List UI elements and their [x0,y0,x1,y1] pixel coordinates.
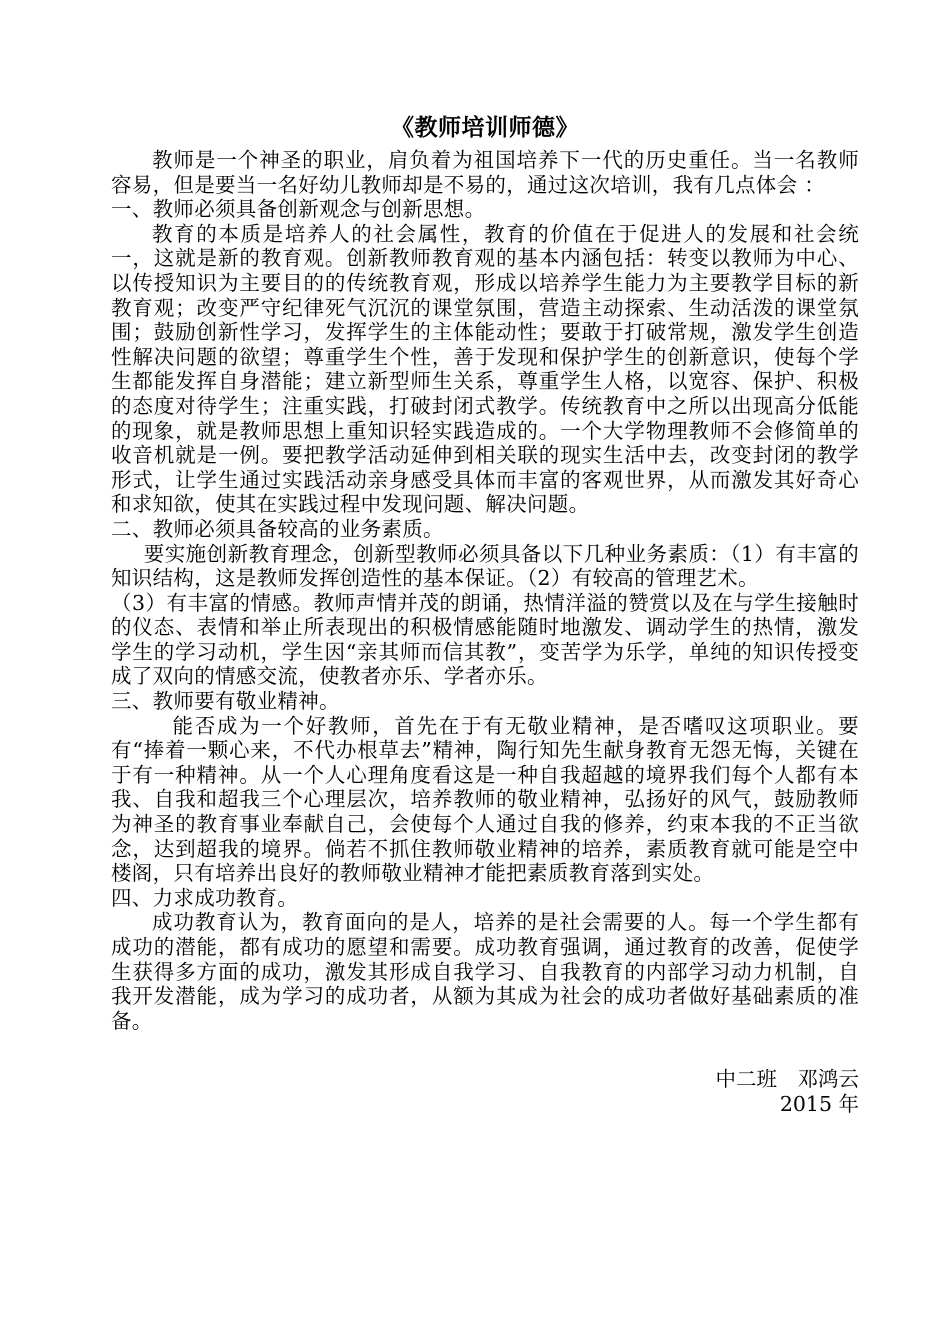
signature-year: 2015 年 [779,1092,859,1117]
signature-block [111,1067,859,1117]
section-4-heading: 四、力求成功教育。 [111,885,299,910]
intro-paragraph: 教师是一个神圣的职业，肩负着为祖国培养下一代的历史重任。当一名教师容易，但是要当一名好幼儿教师却是不易的，通过这次培训，我有几点体会 ： [111,148,859,197]
section-4-paragraph-1: 成功教育认为，教育面向的是人，培养的是社会需要的人。每一个学生都有成功的潜能，都有成功的愿望和需要。成功教育强调，通过教育的改善，促使学生获得多方面的成功，激发其形成自我学习、自我教育的内部学习动力机制，自我开发潜能，成为学习的成功者，从额为其成为社会的成功者做好基础素质的准备。 [111,910,859,1033]
section-2-heading: 二、教师必须具备较高的业务素质。 [111,516,444,541]
document-body [111,148,859,1033]
signature-class-name: 中二班 邓鸿云 [715,1067,859,1092]
section-3-heading: 三、教师要有敬业精神。 [111,689,340,714]
document-title: 《教师培训师德》 [391,114,579,141]
section-1-heading: 一、教师必须具备创新观念与创新思想。 [111,197,486,222]
section-3-paragraph-1: 能否成为一个好教师，首先在于有无敬业精神，是否嗜叹这项职业。要有“捧着一颗心来，不代办根草去”精神，陶行知先生献身教育无怨无悔，关键在于有一种精神。从一个人心理角度看这是一种自我超越的境界我们每个人都有本我、自我和超我三个心理层次，培养教师的敬业精神，弘扬好的风气，鼓励教师为神圣的教育事业奉献自己，会使每个人通过自我的修养，约束本我的不正当欲念，达到超我的境界。倘若不抓住教师敬业精神的培养，素质教育就可能是空中楼阁，只有培养出良好的教师敬业精神才能把素质教育落到实处。 [111,713,859,886]
document-page [111,112,859,1117]
section-2-paragraph-1: 要实施创新教育理念，创新型教师必须具备以下几种业务素质：（1）有丰富的知识结构，这是教师发挥创造性的基本保证。（2）有较高的管理艺术。 [111,541,859,591]
section-2-paragraph-2: （3）有丰富的情感。教师声情并茂的朗诵，热情洋溢的赞赏以及在与学生接触时的仪态、表情和举止所表现出的积极情感能随时地激发、调动学生的热情，激发学生的学习动机，学生因“亲其师而信其教”，变苦学为乐学，单纯的知识传授变成了双向的情感交流，使教者亦乐、学者亦乐。 [111,590,859,689]
section-1-paragraph-1: 教育的本质是培养人的社会属性，教育的价值在于促进人的发展和社会统一，这就是新的教育观。创新教师教育观的基本内涵包括：转变以教师为中心、以传授知识为主要目的的传统教育观，形成以培养学生能力为主要教学目标的新教育观；改变严守纪律死气沉沉的课堂氛围，营造主动探索、生动活泼的课堂氛围；鼓励创新性学习，发挥学生的主体能动性；要敢于打破常规，激发学生创造性解决问题的欲望；尊重学生个性，善于发现和保护学生的创新意识，使每个学生都能发挥自身潜能；建立新型师生关系，尊重学生人格，以宽容、保护、积极的态度对待学生；注重实践，打破封闭式教学。传统教育中之所以出现高分低能的现象，就是教师思想上重知识轻实践造成的。一个大学物理教师不会修简单的收音机就是一例。要把教学活动延伸到相关联的现实生活中去，改变封闭的教学形式，让学生通过实践活动亲身感受具体而丰富的客观世界，从而激发其好奇心和求知欲，使其在实践过程中发现问题、解决问题。 [111,221,859,517]
